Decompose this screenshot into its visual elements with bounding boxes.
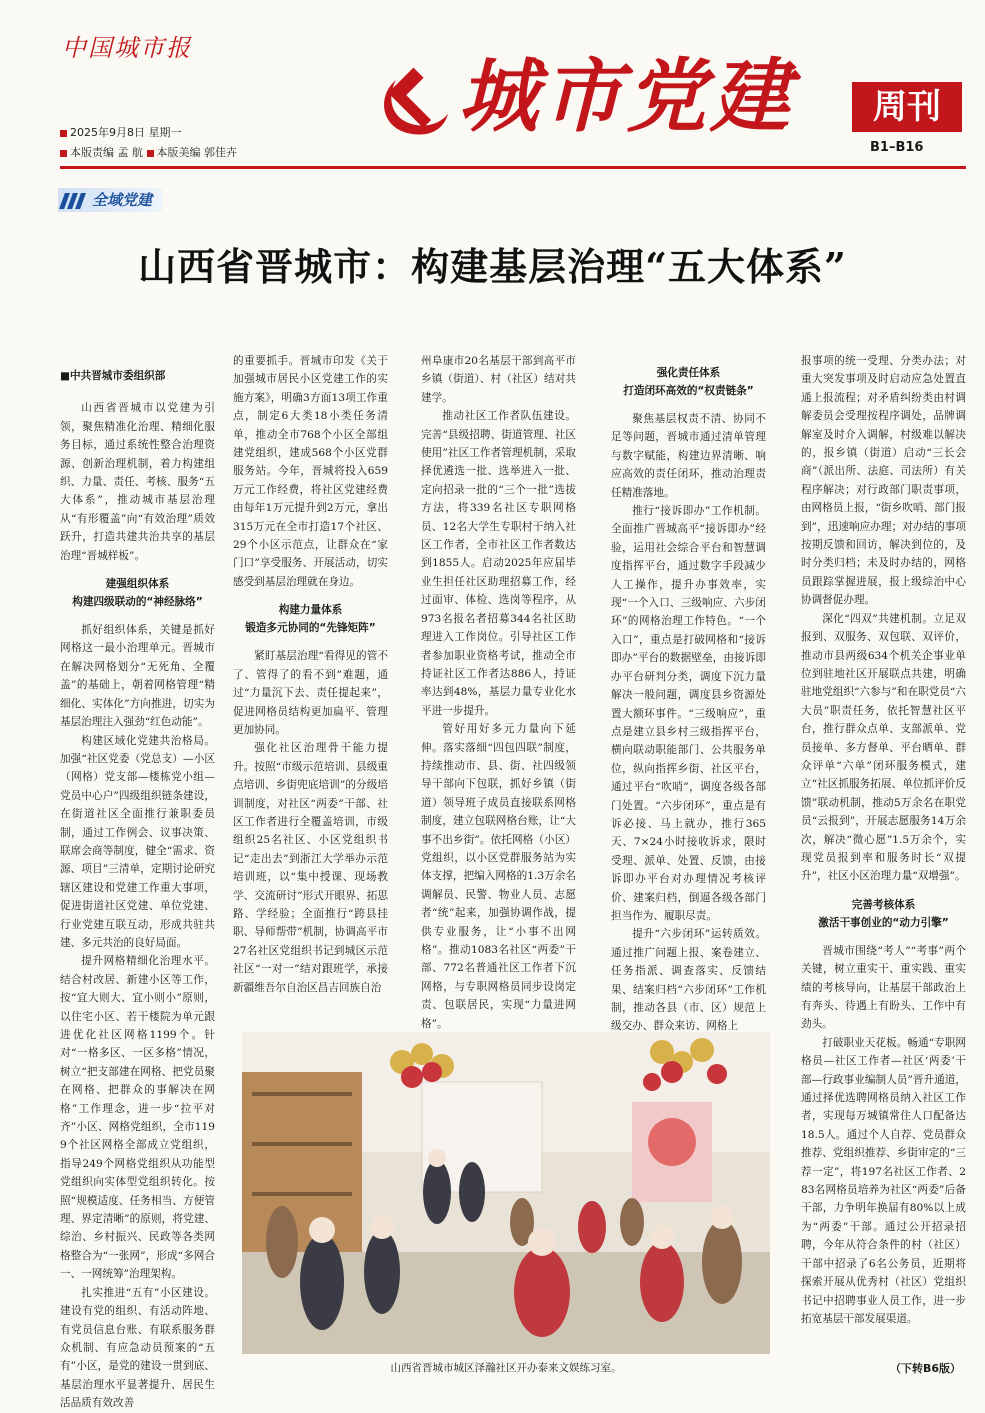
article-column-4 [611,352,766,1033]
editor-label: 本版责编 [70,146,114,159]
paragraph: 构建区域化党建共治格局。加强“社区党委（党总支）—小区（网格）党支部—楼栋党小组—党员中心户”四级组织链条建设，在街道社区全面推行兼职委员制，通过工作例会、议事决策、联席会商等制度，健全“需求、资源、项目”三清单，定期讨论研究辖区建设和党建工作重大事项，促进街道社区党建、单位党建、行业党建互联互动，形成共驻共建、多元共治的良好局面。 [60,734,215,949]
subheading [801,896,966,932]
paragraph: 抓好组织体系，关键是抓好网格这一最小治理单元。晋城市在解决网格划分“无死角、全覆盖”的基础上，朝着网格管理“精细化、实体化”方向推进，切实为基层治理注入强劲“红色动能”。 [60,624,215,729]
paragraph: 提升网格精细化治理水平。结合村改居、新建小区等工作，按“宜大则大、宜小则小”原则，以住宅小区、若干楼院为单元跟进优化社区网格1199个。针对“一格多区、一区多格”情况，树立“把支部建在网格、把党员聚在网格、把群众的事解决在网格”工作理念，进一步“拉平对齐”小区、网格党组织，全市1199个社区网格全部成立党组织，指导249个网格党组织从功能型党组织向实体型党组织转化。按照“规模适度、任务相当、方便管理、界定清晰”的原则，将党建、综治、乡村振兴、民政等各类网格整合为“一张网”，形成“多网合一、一网统筹”治理架构。 [60,955,215,1281]
page-range: B1–B16 [870,140,924,155]
paragraph: 州阜康市20名基层干部到高平市乡镇（街道）、村（社区）结对共建学。 [421,355,576,404]
paragraph: 推行“接诉即办”工作机制。全面推广晋城高平“接诉即办”经验，运用社会综合平台和智慧调度指挥平台，通过数字手段减少人工操作，提升办事效率，实现“一个入口、三级响应、六步闭环”的网格治理工作特色。“一个入口”，重点是打破网格和“接诉即办”平台的数据壁垒，由接诉即办平台研判分类，调度下沉力量解决一般问题，调度县乡资源处置大额环事件。“三级响应”，重点是建立县乡村三级指挥平台，横向联动职能部门、公共服务单位，纵向指挥乡街、社区平台，通过平台“吹哨”，调度各级各部门处置。“六步闭环”，重点是有诉必接、马上就办，推行365天、7×24小时接收诉求，限时受理、派单、处置、反馈，由接诉即办平台对办理情况考核评价、建案归档，倒逼各级各部门担当作为、履职尽责。 [611,505,766,922]
paragraph: 山西省晋城市以党建为引领，聚焦精准化治理、精细化服务目标，通过系统性整合治理资源、创新治理机制，着力构建组织、力量、责任、考核、服务“五大体系”，推动城市基层治理从“有形覆盖”向“有效治理”质效跃升，打造共建共治共享的基层治理“晋城样板”。 [60,402,215,562]
article-column-2 [233,352,388,1002]
continued-note: （下转B6版） [890,1362,962,1375]
paragraph: 的重要抓手。晋城市印发《关于加强城市居民小区党建工作的实施方案》，明确3方面13项工作重点，制定6大类18小类任务清单，推动全市768个小区全部组建党组织，建成568个小区党群服务站。今年，晋城将投入659万元工作经费，将社区党建经费由每年1万元提升到2万元，拿出315万元在全市打造17个社区、29个小区示范点，让群众在“家门口”享受服务、开展活动，切实感受到基层治理就在身边。 [233,355,388,588]
article-column-1 [60,367,215,1410]
section-title: 城市党建 [458,49,794,143]
subheading-line-1: 完善考核体系 [851,898,916,911]
byline: ■中共晋城市委组织部 [60,370,166,382]
photo-caption: 山西省晋城市城区泽瀚社区开办泰来文娱练习室。 [390,1362,622,1374]
article-column-5 [801,352,966,1382]
subheading-line-2: 构建四级联动的“神经脉络” [72,596,203,609]
subheading [611,364,766,400]
subheading [60,575,215,611]
bullet-square [147,150,154,157]
subheading-line-2: 激活干事创业的“动力引擎” [818,916,949,929]
paragraph: 扎实推进“五有”小区建设。建设有党的组织、有活动阵地、有党员信息台账、有联系服务群众机制、有应急动员预案的“五有”小区，是党的建设一贯到底、基层治理水平显著提升、居民生活品质有效改善 [60,1286,215,1410]
subheading-line-1: 建强组织体系 [105,578,170,591]
paragraph: 晋城市围绕“考人”“考事”两个关键，树立重实干、重实践、重实绩的考核导向，让基层干部政治上有奔头、待遇上有盼头、工作中有劲头。 [801,944,966,1031]
paragraph: 聚焦基层权责不清、协同不足等问题，晋城市通过清单管理与数字赋能，构建边界清晰、响应高效的责任闭环，推动治理责任精准落地。 [611,413,766,499]
column-tag [58,188,162,212]
issue-date: 2025年9月8日 星期一 [70,126,182,139]
subheading [233,601,388,637]
bullet-square [60,130,67,137]
paragraph: 深化“四双”共建机制。立足双报到、双服务、双包联、双评价，推动市县两级634个机关企事业单位到驻地社区开展联点共建，明确驻地党组织“六参与”和在职党员“六大员”职责任务，依托智慧社区平台，推行群众点单、支部派单、党员接单、多方督单、平台晒单、群众评单“六单”闭环服务模式，建立“社区抓服务拓展、单位抓评价反馈”联动机制，推动5万余名在职党员“云报到”，开展志愿服务14万余次，解决“微心愿”1.5万余个，实现党员报到率和服务时长“双提升”，社区小区治理力量“双增强”。 [801,612,966,883]
editor-name: 孟 航 [117,146,143,159]
column-tag-label: 全域党建 [92,191,153,209]
designer-name: 郭佳卉 [204,146,237,159]
news-photo [242,1032,770,1354]
paper-name: 中国城市报 [62,34,192,62]
paragraph: 强化社区治理骨干能力提升。按照“市级示范培训、县级重点培训、乡街兜底培训”的分级培训制度，对社区“两委”干部、社区工作者进行全覆盖培训，市级组织25名社区、小区党组织书记“走出去”到浙江大学举办示范培训班，以“集中授课、现场教学、交流研讨”形式开眼界、拓思路、学经验；全面推行“跨县挂职、导师帮带”机制，协调高平市27名社区党组织书记到城区示范社区“一对一”结对跟班学，承接新疆维吾尔自治区昌吉回族自治 [233,742,388,994]
designer-label: 本版美编 [156,146,201,159]
paragraph: 管好用好多元力量向下延伸。落实落细“四包四联”制度，持续推动市、县、街、社四级领导干部向下包联，抓好乡镇（街道）领导班子成员直接联系网格制度，建立包联网格台账，让“大事不出乡街”。依托网格（小区）党组织，以小区党群服务站为实体支撑，把编入网格的1.3万余名调解员、民警、物业人员、志愿者“统”起来，加强协调作战，提供专业服务，让“小事不出网格”。推动1083名社区“两委”干部、772名普通社区工作者下沉网格，与专职网格员同步设岗定责、包联居民，实现“力量进网格”。 [421,723,576,1030]
article-column-3 [421,352,576,1030]
weekly-badge: 周刊 [852,82,962,132]
slash-bars-icon [62,192,86,216]
paragraph: 紧盯基层治理“看得见的管不了、管得了的看不到”难题，通过“力量沉下去、责任提起来”，促进网格员结构更加扁平、管理更加协同。 [233,650,388,736]
headline: 山西省晋城市：构建基层治理“五大体系” [138,244,847,289]
subheading-line-1: 构建力量体系 [278,604,343,617]
hammer-sickle-icon [372,64,452,144]
paragraph: 提升“六步闭环”运转质效。通过推广问题上报、案卷建立、任务指派、调查落实、反馈结果、结案归档“六步闭环”工作机制，推动各县（市、区）规范上级交办、群众来访、网格上 [611,928,766,1033]
date-line [60,124,182,140]
subheading-line-2: 打造闭环高效的“权责链条” [623,385,754,397]
paragraph: 推动社区工作者队伍建设。完善“县级招聘、街道管理、社区使用”社区工作者管理机制，采取择优遴选一批、选举进入一批、定向招录一批的“三个一批”选拔方法，将339名社区专职网格员、12名大学生专职村干纳入社区工作者，全市社区工作者数达到1855人。启动2025年应届毕业生担任社区助理招募工作，经过面审、体检、选岗等程序，从973名报名者招募344名社区助理进入工作岗位。引导社区工作者参加职业资格考试，推动全市持证社区工作者达886人，持证率达到48%，基层力量专业化水平进一步提升。 [421,410,576,717]
paragraph: 报事项的统一受理、分类办法；对重大突发事项及时启动应急处置直通上报流程；对矛盾纠纷类由村调解委员会受理按程序调处，品牌调解室及时介入调解，村级难以解决的，报乡镇（街道）启动“三长会商”（派出所、法庭、司法所）有关程序解决；对行政部门职责事项，由网格员上报，“街乡吹哨、部门报到”，迅速响应办理；对办结的事项按期反馈和回访，解决到位的，及时分类归档；未及时办结的，网格员跟踪掌握进展，报上级综治中心协调督促办理。 [801,355,966,607]
editor-line [60,144,237,160]
subheading-line-2: 锻造多元协同的“先锋矩阵” [245,622,376,635]
header-rule [60,166,966,169]
paragraph: 打破职业天花板。畅通“专职网格员—社区工作者—社区‘两委’干部—行政事业编制人员”晋升通道，通过择优选聘网格员纳入社区工作者，实现每万城镇常住人口配备达18.5人。通过个人自荐、党员群众推荐、党组织推荐、乡街审定的“三荐一定”，将197名社区工作者、283名网格员培养为社区“两委”后备干部，力争明年换届有80%以上成为“两委”干部。通过公开招录招聘，今年从符合条件的村（社区）干部中招录了6名公务员，近期将探索开展从优秀村（社区）党组织书记中招聘事业人员工作，进一步拓宽基层干部发展渠道。 [801,1036,966,1325]
subheading-line-1: 强化责任体系 [656,367,721,379]
bullet-square [60,150,67,157]
